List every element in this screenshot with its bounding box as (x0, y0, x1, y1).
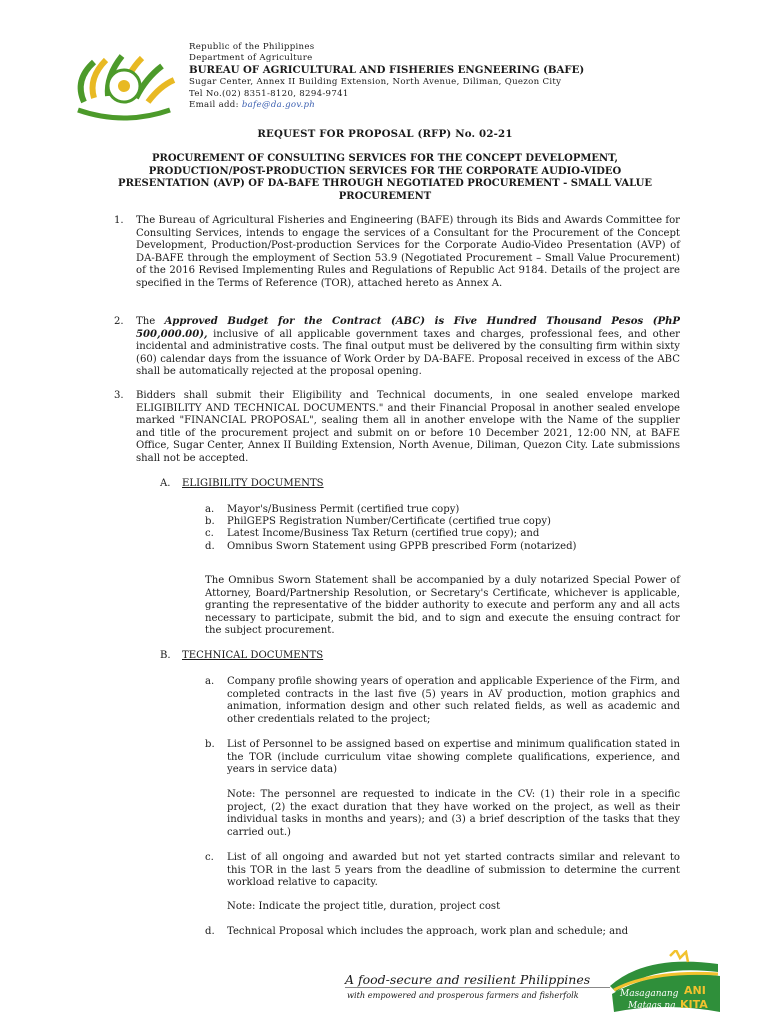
item-text: Omnibus Sworn Statement using GPPB prescribed Form (notarized) (227, 541, 577, 552)
para2-lead: The (136, 316, 165, 327)
rfp-title: REQUEST FOR PROPOSAL (RFP) No. 02-21 (257, 128, 513, 140)
omnibus-note: The Omnibus Sworn Statement shall be accompanied by a duly notarized Special Power of Attorney, Board/Partnership Resolution, or Secretary's Certificate, whichever is applicable, granting the representative of the bidder authority to execute and perform any and all acts necessary to participate, submit the bid, and to sign and execute the ensuing contract for the subject procurement. (205, 575, 680, 637)
item-letter: d. (205, 541, 215, 552)
section-b-title-text: TECHNICAL DOCUMENTS (182, 650, 324, 661)
logo-text-3: Mataas na (628, 1001, 676, 1011)
tel-line: Tel No.(02) 8351-8120, 8294-9741 (189, 88, 349, 99)
item-text: Latest Income/Business Tax Return (certified true copy); and (227, 528, 540, 539)
tech-item-b-text: List of Personnel to be assigned based on expertise and minimum qualification stated in the TOR (include curriculum vitae showing complete qualifications, experience, and years in service data) (227, 739, 680, 776)
department-line: Department of Agriculture (189, 53, 313, 64)
item-letter: c. (205, 528, 214, 539)
footer-divider (345, 987, 610, 988)
bafe-logo-center (118, 80, 130, 92)
para2-text (136, 316, 680, 379)
tech-item-c-note: Note: Indicate the project title, duration, project cost (227, 901, 501, 912)
section-a-title-text: ELIGIBILITY DOCUMENTS (182, 478, 324, 489)
section-b-title (182, 650, 323, 663)
para1-number: 1. (114, 215, 124, 226)
bafe-logo-icon (64, 40, 182, 122)
address-line: Sugar Center, Annex II Building Extension, North Avenue, Diliman, Quezon City (189, 77, 562, 88)
logo-text-1: Masaganang (620, 989, 679, 999)
procurement-title-line: PROCUREMENT (338, 190, 432, 202)
para2-budget: Approved Budget for the Contract (ABC) is Five Hundred Thousand Pesos (PhP 500,000.00), (136, 316, 680, 340)
section-a-letter: A. (160, 478, 171, 489)
procurement-title-line: PRODUCTION/POST-PRODUCTION SERVICES FOR THE CORPORATE AUDIO-VIDEO (148, 165, 622, 177)
item-text: PhilGEPS Registration Number/Certificate (certified true copy) (227, 516, 551, 527)
item-text: Mayor's/Business Permit (certified true copy) (227, 504, 460, 515)
logo-text-2: ANI (684, 984, 706, 997)
tech-item-b-letter: b. (205, 739, 215, 750)
tech-item-b-note: Note: The personnel are requested to indicate in the CV: (1) their role in a specific project, (2) the exact duration that they have worked on the project, as well as their individual tasks in months and years); and (3) a brief description of the tasks that they carried out.) (227, 789, 680, 838)
section-b-letter: B. (160, 650, 171, 661)
tech-item-c-text: List of all ongoing and awarded but not yet started contracts similar and relevant to this TOR in the last 5 years from the deadline of submission to determine the current workload relative to capacity. (227, 852, 680, 889)
logo-text-4: KITA (680, 998, 708, 1011)
footer-tagline: A food-secure and resilient Philippines (345, 972, 591, 987)
item-letter: b. (205, 516, 215, 527)
bafe-logo-base (78, 110, 170, 118)
email-label: Email add: (189, 99, 242, 110)
tech-item-d-text: Technical Proposal which includes the approach, work plan and schedule; and (227, 926, 629, 937)
procurement-title (100, 153, 670, 203)
para2-rest: inclusive of all applicable government taxes and charges, professional fees, and other incidental and administrative costs. The final output must be delivered by the consulting firm within sixty (60) calendar days from the issuance of Work Order by DA-BAFE. Proposal received in excess of the ABC shall be automatically rejected at the proposal opening. (136, 328, 680, 378)
para3-text: Bidders shall submit their Eligibility and Technical documents, in one sealed envelope marked ELIGIBILITY AND TECHNICAL DOCUMENTS." and their Financial Proposal in another sealed envelope marked "FINANCIAL PROPOSAL", sealing them all in another envelope with the Name of the supplier and title of the procurement project and submit on or before 10 December 2021, 12:00 NN, at BAFE Office, Sugar Center, Annex II Building Extension, North Avenue, Diliman, Quezon City. Late submissions shall not be accepted. (136, 390, 680, 464)
republic-line: Republic of the Philippines (189, 42, 315, 52)
item-letter: a. (205, 504, 215, 515)
email-link[interactable]: bafe@da.gov.ph (241, 99, 316, 110)
procurement-title-line: PRESENTATION (AVP) OF DA-BAFE THROUGH NEGOTIATED PROCUREMENT - SMALL VALUE (118, 178, 652, 190)
masaganang-ani-logo-icon (606, 950, 724, 1016)
para2-number: 2. (114, 316, 124, 327)
tech-item-c-letter: c. (205, 852, 214, 863)
section-a-title (182, 478, 324, 491)
tech-item-d-letter: d. (205, 926, 215, 937)
tech-item-a-letter: a. (205, 676, 215, 687)
letterhead (189, 42, 749, 111)
logo-grain (670, 950, 688, 962)
footer-tagline-sub: with empowered and prosperous farmers and fisherfolk (347, 990, 579, 1000)
para3-number: 3. (114, 390, 124, 401)
email-line (189, 100, 749, 111)
tech-item-a-text: Company profile showing years of operation and applicable Experience of the Firm, and completed contracts in the last five (5) years in AV production, motion graphics and animation, information design and other such related fields, as well as academic and other credentials related to the project; (227, 676, 680, 725)
para1-text: The Bureau of Agricultural Fisheries and Engineering (BAFE) through its Bids and Awards Committee for Consulting Services, intends to engage the services of a Consultant for the Procurement of the Concept Development, Production/Post-production Services for the Corporate Audio-Video Presentation (AVP) of DA-BAFE through the employment of Section 53.9 (Negotiated Procurement – Small Value Procurement) of the 2016 Revised Implementing Rules and Regulations of Republic Act 9184. Details of the project are specified in the Terms of Reference (TOR), attached hereto as Annex A. (136, 215, 680, 289)
procurement-title-line: PROCUREMENT OF CONSULTING SERVICES FOR THE CONCEPT DEVELOPMENT, (152, 153, 618, 164)
bureau-name: BUREAU OF AGRICULTURAL AND FISHERIES ENGNEERING (BAFE) (189, 64, 585, 77)
